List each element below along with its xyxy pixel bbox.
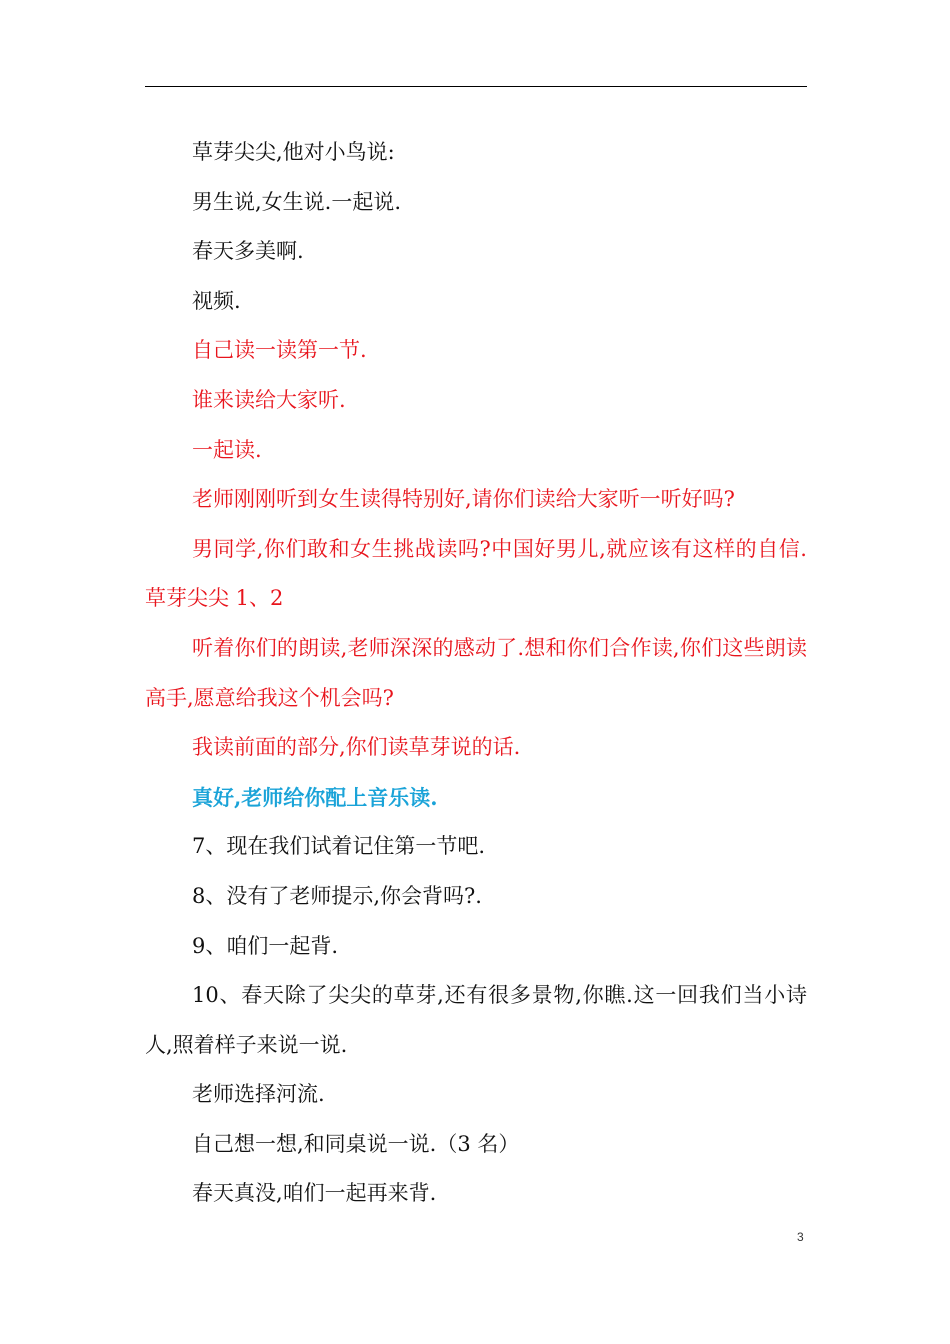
- paragraph: 听着你们的朗读,老师深深的感动了.想和你们合作读,你们这些朗读高手,愿意给我这个机会吗?: [145, 635, 807, 710]
- paragraph: 9、咱们一起背.: [192, 933, 339, 958]
- paragraph: 春天多美啊.: [192, 239, 304, 264]
- paragraph: 我读前面的部分,你们读草芽说的话.: [192, 735, 521, 760]
- paragraph: 10、春天除了尖尖的草芽,还有很多景物,你瞧.这一回我们当小诗人,照着样子来说一说.: [145, 983, 807, 1057]
- paragraph: 春天真没,咱们一起再来背.: [192, 1181, 437, 1206]
- page-number: 3: [797, 1230, 804, 1244]
- document-body: [145, 128, 807, 1219]
- paragraph: 草芽尖尖,他对小鸟说:: [192, 140, 395, 164]
- paragraph: 8、没有了老师提示,你会背吗?.: [192, 883, 482, 908]
- paragraph-highlight: 真好,老师给你配上音乐读.: [192, 784, 438, 810]
- paragraph: 谁来读给大家听.: [192, 387, 346, 412]
- paragraph: 男生说,女生说.一起说.: [192, 189, 402, 214]
- header-rule: [145, 86, 807, 87]
- paragraph: 视频.: [192, 288, 241, 313]
- paragraph: 7、现在我们试着记住第一节吧.: [192, 834, 486, 859]
- paragraph: 一起读.: [192, 437, 262, 462]
- paragraph: 男同学,你们敢和女生挑战读吗?中国好男儿,就应该有这样的自信.草芽尖尖 1、2: [145, 536, 807, 611]
- paragraph: 自己想一想,和同桌说一说.（3 名）: [192, 1131, 520, 1156]
- paragraph: 老师选择河流.: [192, 1082, 325, 1107]
- paragraph: 老师刚刚听到女生读得特别好,请你们读给大家听一听好吗?: [192, 487, 735, 512]
- paragraph: 自己读一读第一节.: [192, 338, 367, 363]
